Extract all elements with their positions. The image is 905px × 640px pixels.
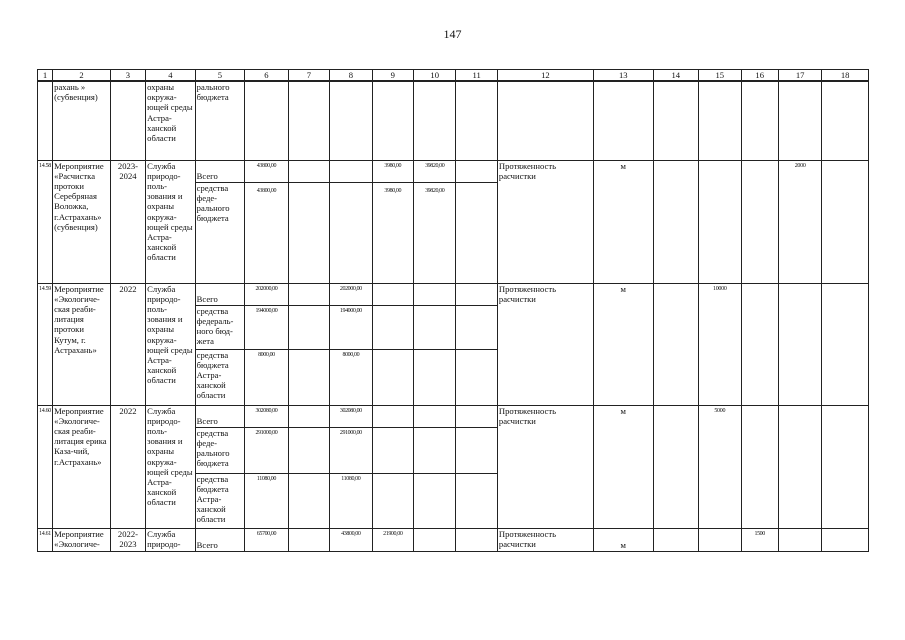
cell bbox=[414, 81, 456, 160]
cell bbox=[456, 473, 497, 528]
item-name: рахань » (субвенция) bbox=[53, 81, 111, 160]
cell bbox=[699, 81, 741, 160]
funding-total-label: Всего bbox=[195, 405, 245, 427]
indicator-unit: м bbox=[593, 160, 653, 283]
funding-source: рального бюджета bbox=[195, 81, 245, 160]
header-cell: 2 bbox=[53, 70, 111, 82]
item-number: 14.58 bbox=[38, 160, 53, 283]
cell bbox=[778, 405, 821, 528]
cell bbox=[653, 528, 698, 551]
cell bbox=[330, 81, 372, 160]
cell bbox=[414, 473, 456, 528]
cell bbox=[741, 283, 778, 405]
cell bbox=[288, 182, 329, 283]
funding-source: средства бюджета Астра-ханской области bbox=[195, 473, 245, 528]
indicator-unit: м bbox=[593, 528, 653, 551]
cell bbox=[741, 81, 778, 160]
table-row-14-58 bbox=[38, 160, 869, 182]
header-cell: 14 bbox=[653, 70, 698, 82]
item-name: Мероприятие «Экологиче-ская реаби-литация протоки Кутум, г. Астрахань» bbox=[53, 283, 111, 405]
item-number: 14.60 bbox=[38, 405, 53, 528]
cell bbox=[372, 349, 413, 405]
cell bbox=[288, 427, 329, 473]
executor: Служба природо- bbox=[146, 528, 196, 551]
cell bbox=[414, 528, 456, 551]
cell bbox=[372, 305, 413, 349]
amount: 202000,00 bbox=[330, 283, 372, 305]
amount: 8000,00 bbox=[330, 349, 372, 405]
funding-source: средства бюджета Астра-ханской области bbox=[195, 349, 245, 405]
header-cell: 6 bbox=[245, 70, 288, 82]
page-number: 147 bbox=[443, 27, 462, 41]
indicator-name: Протяженность расчистки bbox=[497, 283, 593, 405]
cell bbox=[778, 81, 821, 160]
amount: 3980,00 bbox=[372, 160, 413, 182]
cell bbox=[330, 182, 372, 283]
amount: 194000,00 bbox=[330, 305, 372, 349]
item-years: 2022-2023 bbox=[110, 528, 145, 551]
amount: 43800,00 bbox=[245, 160, 288, 182]
cell bbox=[822, 283, 869, 405]
amount: 302080,00 bbox=[330, 405, 372, 427]
table-row-continuation bbox=[38, 81, 869, 160]
indicator-value: 10000 bbox=[699, 283, 741, 405]
indicator-unit: м bbox=[593, 283, 653, 405]
cell bbox=[456, 427, 497, 473]
cell bbox=[372, 473, 413, 528]
cell bbox=[372, 81, 413, 160]
executor: Служба природо-поль-зования и охраны окружа-ющей среды Астра-ханской области bbox=[146, 283, 196, 405]
indicator-value: 1500 bbox=[741, 528, 778, 551]
header-cell: 10 bbox=[414, 70, 456, 82]
funding-total-label: Всего bbox=[195, 160, 245, 182]
header-cell: 3 bbox=[110, 70, 145, 82]
cell bbox=[456, 349, 497, 405]
cell bbox=[593, 81, 653, 160]
amount: 194000,00 bbox=[245, 305, 288, 349]
funding-total-label: Всего bbox=[195, 528, 245, 551]
cell bbox=[653, 283, 698, 405]
program-table bbox=[37, 69, 869, 552]
cell bbox=[456, 160, 497, 182]
cell bbox=[653, 405, 698, 528]
amount: 11080,00 bbox=[245, 473, 288, 528]
cell bbox=[288, 528, 329, 551]
cell bbox=[456, 305, 497, 349]
table-row-14-60 bbox=[38, 405, 869, 427]
cell bbox=[741, 405, 778, 528]
cell bbox=[372, 283, 413, 305]
header-cell: 1 bbox=[38, 70, 53, 82]
item-years: 2023-2024 bbox=[110, 160, 145, 283]
indicator-unit: м bbox=[593, 405, 653, 528]
executor: охраны окружа-ющей среды Астра-ханской области bbox=[146, 81, 196, 160]
amount: 43800,00 bbox=[330, 528, 372, 551]
cell bbox=[456, 182, 497, 283]
cell bbox=[822, 528, 869, 551]
cell bbox=[110, 81, 145, 160]
cell bbox=[822, 81, 869, 160]
cell bbox=[372, 405, 413, 427]
cell bbox=[414, 305, 456, 349]
cell bbox=[330, 160, 372, 182]
cell bbox=[653, 81, 698, 160]
indicator-value: 2000 bbox=[778, 160, 821, 283]
cell bbox=[288, 349, 329, 405]
amount: 39820,00 bbox=[414, 182, 456, 283]
cell bbox=[653, 160, 698, 283]
amount: 291000,00 bbox=[245, 427, 288, 473]
funding-source: средства федераль-ного бюд-жета bbox=[195, 305, 245, 349]
amount: 302080,00 bbox=[245, 405, 288, 427]
cell bbox=[372, 427, 413, 473]
amount: 8000,00 bbox=[245, 349, 288, 405]
indicator-value: 5000 bbox=[699, 405, 741, 528]
executor: Служба природо-поль-зования и охраны окружа-ющей среды Астра-ханской области bbox=[146, 405, 196, 528]
cell bbox=[288, 81, 329, 160]
cell bbox=[414, 283, 456, 305]
amount: 39820,00 bbox=[414, 160, 456, 182]
cell bbox=[822, 405, 869, 528]
amount: 291000,00 bbox=[330, 427, 372, 473]
cell bbox=[456, 81, 497, 160]
header-row bbox=[38, 70, 869, 82]
amount: 43800,00 bbox=[245, 182, 288, 283]
cell bbox=[456, 528, 497, 551]
funding-source: средства феде-рального бюджета bbox=[195, 427, 245, 473]
cell bbox=[38, 81, 53, 160]
cell bbox=[288, 473, 329, 528]
cell bbox=[699, 160, 741, 283]
item-name: Мероприятие «Расчистка протоки Серебряная Воложка, г.Астрахань» (субвенция) bbox=[53, 160, 111, 283]
item-years: 2022 bbox=[110, 283, 145, 405]
header-cell: 8 bbox=[330, 70, 372, 82]
cell bbox=[456, 405, 497, 427]
indicator-name: Протяженность расчистки bbox=[497, 405, 593, 528]
header-cell: 15 bbox=[699, 70, 741, 82]
cell bbox=[414, 405, 456, 427]
cell bbox=[414, 349, 456, 405]
amount: 65700,00 bbox=[245, 528, 288, 551]
header-cell: 5 bbox=[195, 70, 245, 82]
item-years: 2022 bbox=[110, 405, 145, 528]
header-cell: 18 bbox=[822, 70, 869, 82]
indicator-name: Протяженность расчистки bbox=[497, 160, 593, 283]
cell bbox=[288, 160, 329, 182]
item-number: 14.59 bbox=[38, 283, 53, 405]
indicator-name: Протяженность расчистки bbox=[497, 528, 593, 551]
header-cell: 17 bbox=[778, 70, 821, 82]
cell bbox=[288, 283, 329, 305]
item-name: Мероприятие «Экологиче- bbox=[53, 528, 111, 551]
amount: 202000,00 bbox=[245, 283, 288, 305]
amount: 3980,00 bbox=[372, 182, 413, 283]
cell bbox=[699, 528, 741, 551]
item-number: 14.61 bbox=[38, 528, 53, 551]
cell bbox=[288, 305, 329, 349]
table-row-14-61 bbox=[38, 528, 869, 551]
header-cell: 4 bbox=[146, 70, 196, 82]
cell bbox=[778, 283, 821, 405]
cell bbox=[741, 160, 778, 283]
header-cell: 11 bbox=[456, 70, 497, 82]
cell bbox=[245, 81, 288, 160]
cell bbox=[778, 528, 821, 551]
executor: Служба природо-поль-зования и охраны окружа-ющей среды Астра-ханской области bbox=[146, 160, 196, 283]
header-cell: 13 bbox=[593, 70, 653, 82]
header-cell: 7 bbox=[288, 70, 329, 82]
header-cell: 9 bbox=[372, 70, 413, 82]
table-row-14-59 bbox=[38, 283, 869, 305]
header-cell: 16 bbox=[741, 70, 778, 82]
cell bbox=[497, 81, 593, 160]
amount: 11080,00 bbox=[330, 473, 372, 528]
header-cell: 12 bbox=[497, 70, 593, 82]
item-name: Мероприятие «Экологиче-ская реаби-литация ерика Каза-чий, г.Астрахань» bbox=[53, 405, 111, 528]
cell bbox=[456, 283, 497, 305]
cell bbox=[822, 160, 869, 283]
amount: 21900,00 bbox=[372, 528, 413, 551]
cell bbox=[288, 405, 329, 427]
cell bbox=[414, 427, 456, 473]
funding-total-label: Всего bbox=[195, 283, 245, 305]
funding-source: средства феде-рального бюджета bbox=[195, 182, 245, 283]
